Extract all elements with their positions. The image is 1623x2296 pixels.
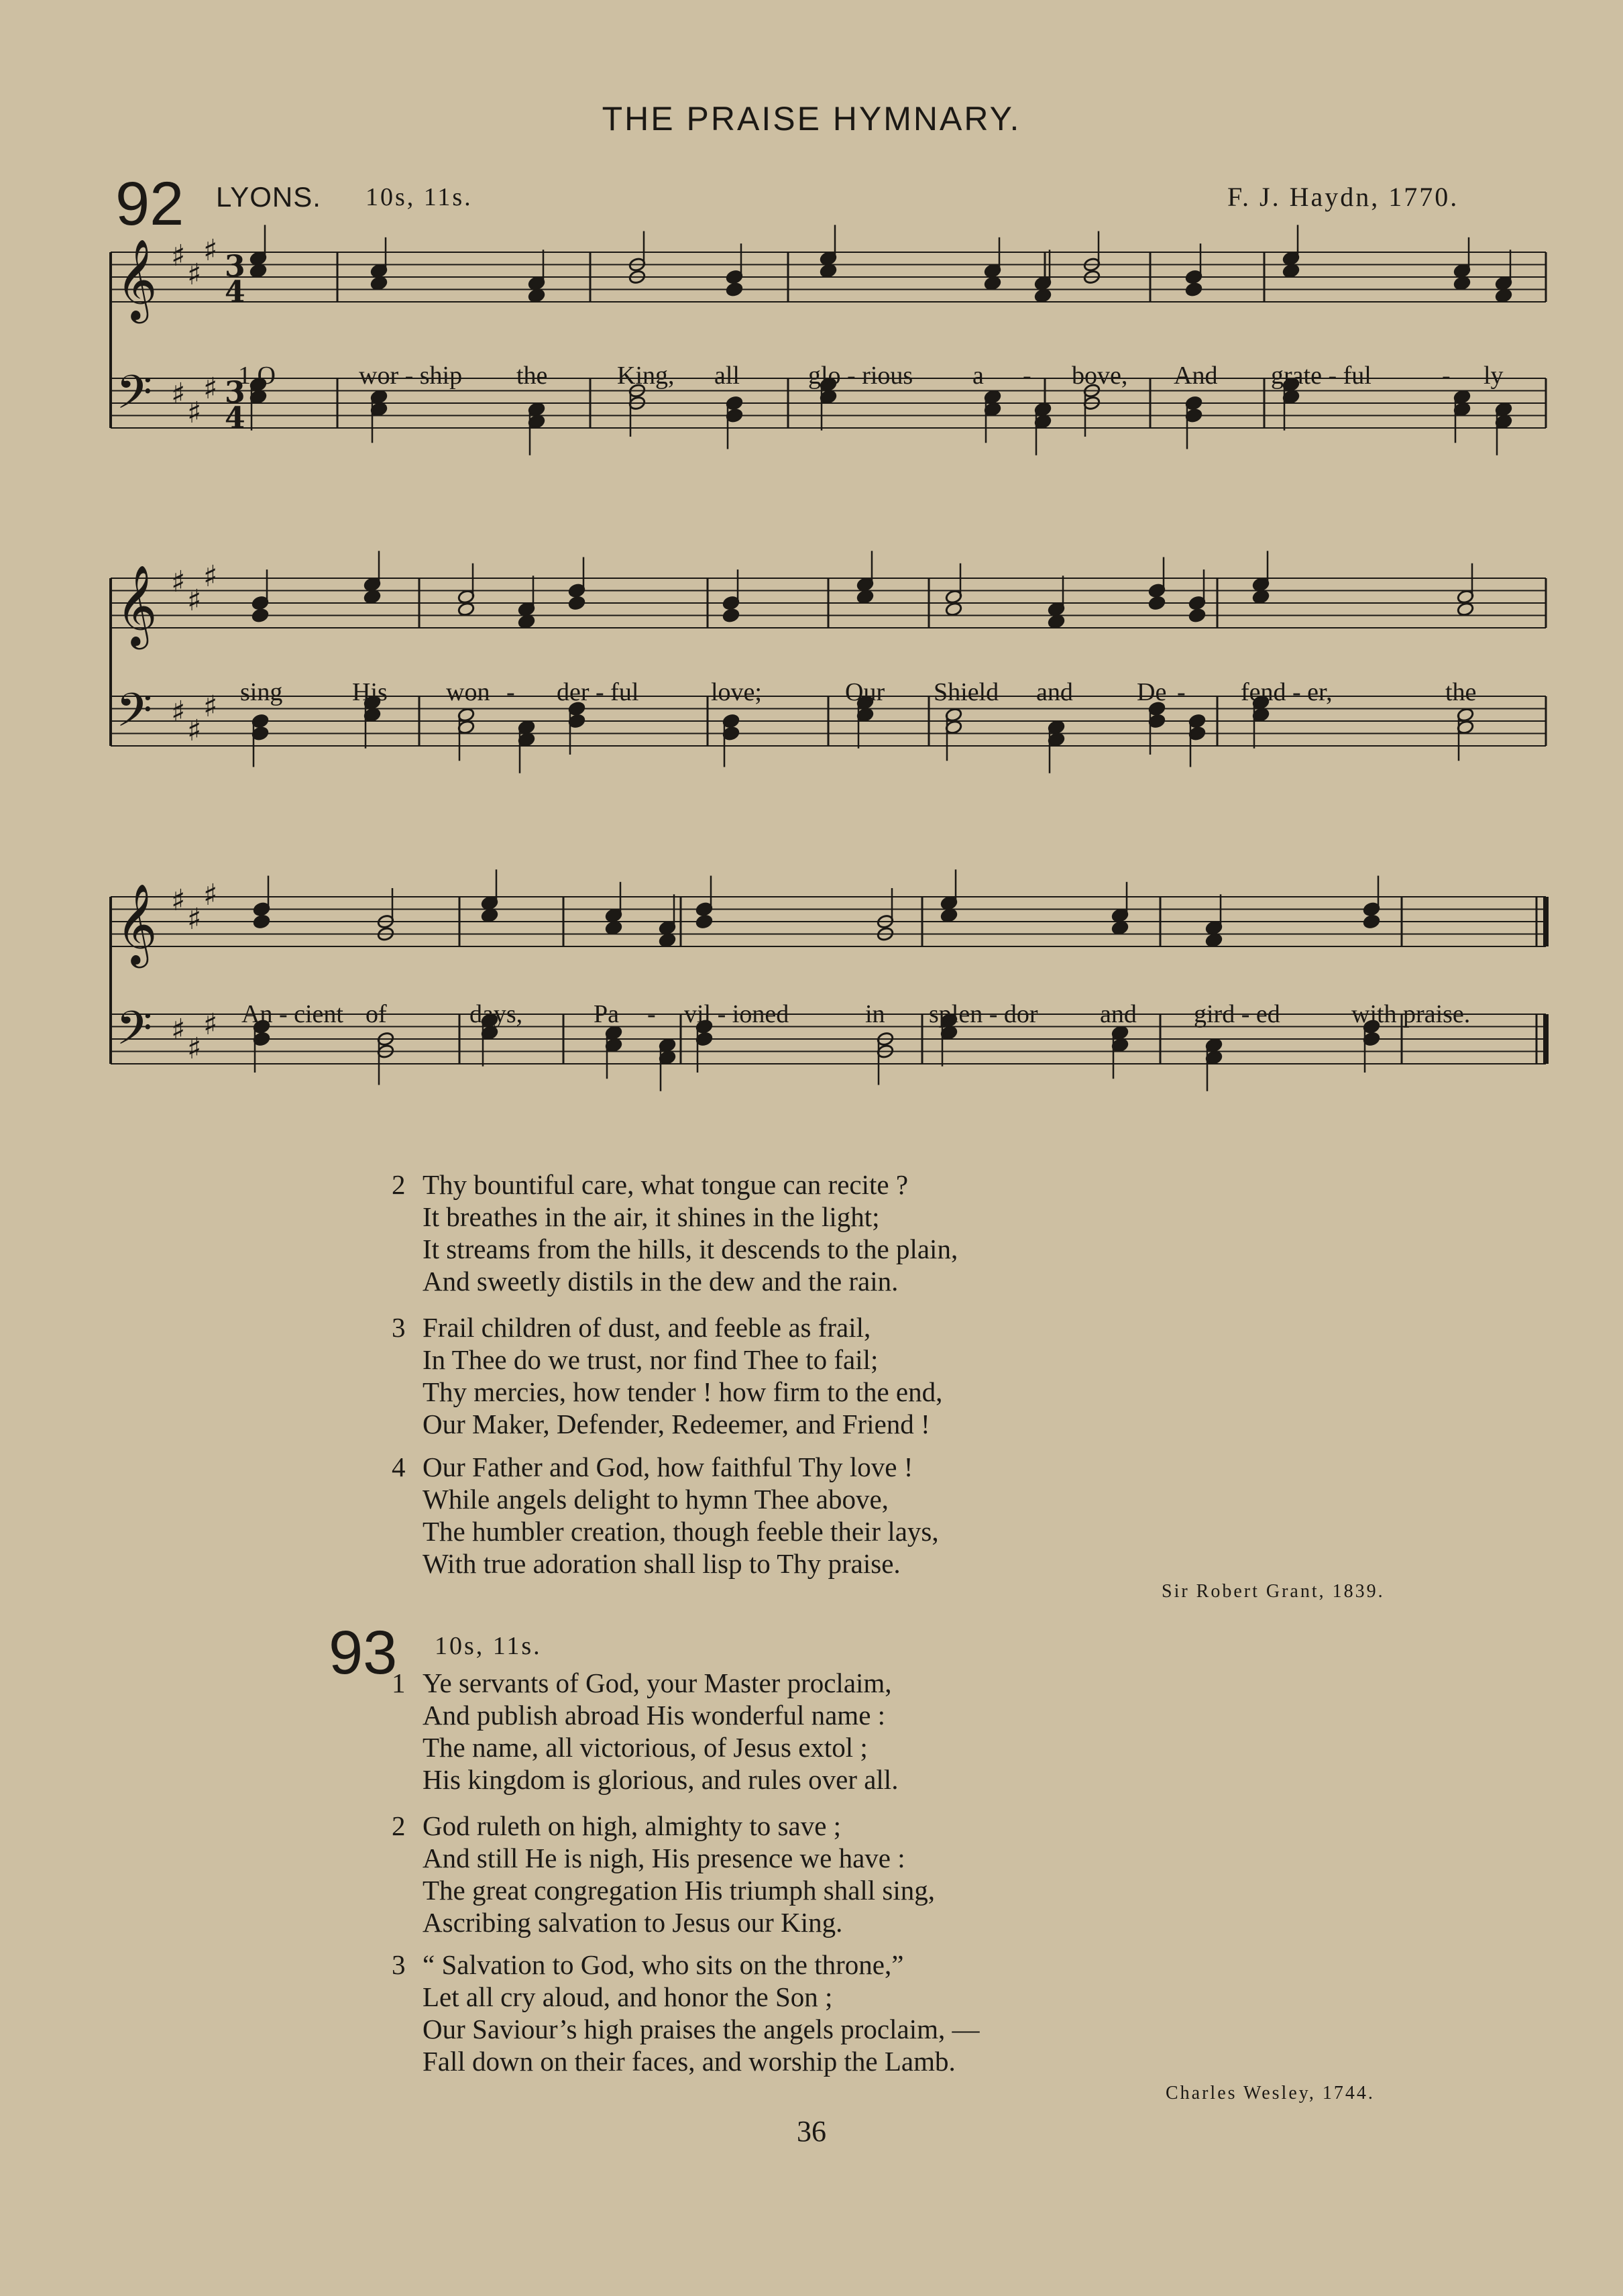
lyric-syllable: Our — [845, 678, 885, 706]
hymn-93-verse-1 — [392, 1667, 899, 1796]
note-head — [249, 263, 267, 278]
sharp-icon: ♯ — [187, 584, 202, 618]
verse-line: And still He is nigh, His presence we have : — [423, 1843, 905, 1873]
hymn-92-verse-4 — [392, 1451, 939, 1580]
note-head — [726, 282, 743, 297]
lyric-syllable: King, — [617, 362, 675, 390]
verse-line: Let all cry aloud, and honor the Son ; — [423, 1981, 833, 2012]
time-signature-top: 3 — [225, 250, 245, 284]
note-head — [251, 608, 269, 623]
sharp-icon: ♯ — [203, 233, 218, 268]
note-head — [1457, 602, 1474, 617]
notation-layer — [111, 225, 1546, 1091]
hymn-93-verse-2 — [392, 1810, 936, 1938]
sharp-icon: ♯ — [187, 902, 202, 936]
note-head — [481, 908, 498, 923]
note-head — [940, 908, 958, 923]
note-head — [695, 914, 713, 930]
running-head: THE PRAISE HYMNARY. — [602, 100, 1021, 138]
verse-number: 3 — [392, 1312, 406, 1343]
note-head — [1148, 596, 1166, 611]
lyric-syllable: the — [1445, 678, 1477, 706]
verse-line: The name, all victorious, of Jesus extol ; — [423, 1732, 868, 1763]
note-head — [945, 602, 962, 617]
note-head — [984, 276, 1001, 291]
sharp-icon: ♯ — [203, 690, 218, 724]
hymn-93-author: Charles Wesley, 1744. — [1166, 2083, 1375, 2103]
verse-number: 3 — [392, 1949, 406, 1980]
sharp-icon: ♯ — [171, 377, 186, 411]
note-head — [820, 263, 837, 278]
lyric-syllable: vil - ioned — [684, 1000, 789, 1028]
sharp-icon: ♯ — [203, 878, 218, 912]
verse-line: While angels delight to hymn Thee above, — [423, 1484, 889, 1515]
lyric-syllable: of — [366, 1000, 387, 1028]
lyric-syllable: days, — [469, 1000, 523, 1028]
lyric-syllable: the — [516, 362, 548, 390]
note-head — [253, 914, 270, 930]
lyric-syllable: Pa — [594, 1000, 619, 1028]
hymn-93-verse-3 — [392, 1949, 980, 2077]
lyric-syllable: with praise. — [1351, 1000, 1471, 1028]
sharp-icon: ♯ — [187, 1032, 202, 1066]
lyric-syllable: bove, — [1072, 362, 1128, 390]
bass-clef-icon: 𝄢 — [116, 365, 153, 431]
verse-line: It streams from the hills, it descends to the plain, — [423, 1234, 958, 1264]
verse-line: 2 God ruleth on high, almighty to save ; — [392, 1810, 842, 1841]
sharp-icon: ♯ — [187, 396, 202, 430]
note-head — [363, 589, 381, 604]
hymn-92-meter: 10s, 11s. — [366, 183, 473, 211]
verse-line: The humbler creation, though feeble their lays, — [423, 1516, 939, 1547]
note-head — [457, 602, 475, 617]
lyric-syllable: De — [1137, 678, 1167, 706]
sharp-icon: ♯ — [171, 883, 186, 918]
verse-line: The great congregation His triumph shall sing, — [423, 1875, 936, 1906]
lyric-syllable: An - cient — [241, 1000, 343, 1028]
verse-line: His kingdom is glorious, and rules over all. — [423, 1764, 899, 1795]
lyric-syllable: der - ful — [557, 678, 639, 706]
note-head — [1453, 276, 1471, 291]
sharp-icon: ♯ — [171, 695, 186, 729]
verse-line: Thy mercies, how tender ! how firm to the end, — [423, 1376, 943, 1407]
note-head — [1188, 608, 1206, 623]
hymn-92-author: Sir Robert Grant, 1839. — [1162, 1581, 1385, 1602]
lyric-syllable: grate - ful — [1271, 362, 1372, 390]
lyric-syllable: gird - ed — [1194, 1000, 1280, 1028]
hymn-92-verse-3 — [392, 1311, 943, 1440]
verse-line: 3 Frail children of dust, and feeble as frail, — [392, 1312, 871, 1343]
verse-line: Our Saviour’s high praises the angels proclaim, — — [423, 2014, 980, 2044]
sharp-icon: ♯ — [203, 559, 218, 594]
hymn-92-tune-name: LYONS. — [216, 181, 321, 213]
lyric-syllable: glo - rious — [808, 362, 913, 390]
lyric-syllable: - — [1442, 362, 1451, 390]
hymn-92-verse-2 — [392, 1168, 958, 1297]
treble-clef-icon: 𝄞 — [116, 238, 158, 320]
verse-line: 1 Ye servants of God, your Master proclaim, — [392, 1668, 892, 1698]
note-head — [722, 608, 740, 623]
note-head — [1205, 932, 1223, 948]
sharp-icon: ♯ — [187, 714, 202, 748]
note-head — [1048, 614, 1065, 629]
verse-line: 4 Our Father and God, how faithful Thy love ! — [392, 1452, 913, 1482]
lyric-syllable: - — [647, 1000, 656, 1028]
time-signature-bottom: 4 — [225, 275, 245, 309]
lyric-syllable: Shield — [934, 678, 999, 706]
lyric-syllable: And — [1174, 362, 1218, 390]
sharp-icon: ♯ — [171, 239, 186, 273]
verse-line: Our Maker, Defender, Redeemer, and Friend ! — [423, 1409, 930, 1439]
verse-number: 2 — [392, 1169, 406, 1200]
hymn-92-number: 92 — [115, 170, 184, 238]
time-signature-bottom: 4 — [225, 401, 245, 435]
lyric-syllable: all — [714, 362, 740, 390]
sharp-icon: ♯ — [203, 1007, 218, 1042]
hymn-93-number: 93 — [329, 1619, 398, 1687]
sharp-icon: ♯ — [203, 372, 218, 406]
lyric-syllable: - — [506, 678, 515, 706]
sharp-icon: ♯ — [171, 1013, 186, 1047]
note-head — [1111, 920, 1129, 936]
verse-number: 2 — [392, 1810, 406, 1841]
note-head — [518, 614, 535, 629]
time-signature-top: 3 — [225, 376, 245, 410]
lyric-syllable: and — [1036, 678, 1073, 706]
note-head — [370, 276, 388, 291]
sharp-icon: ♯ — [187, 258, 202, 292]
lyric-syllable: sing — [240, 678, 283, 706]
lyric-syllable: love; — [711, 678, 762, 706]
note-head — [1495, 288, 1512, 303]
note-head — [856, 589, 874, 604]
verse-line: It breathes in the air, it shines in the light; — [423, 1201, 880, 1232]
lyric-syllable: splen - dor — [929, 1000, 1038, 1028]
note-head — [528, 288, 545, 303]
note-head — [568, 596, 585, 611]
treble-clef-icon: 𝄞 — [116, 564, 158, 646]
bass-clef-icon: 𝄢 — [116, 1001, 153, 1067]
hymn-92-composer: F. J. Haydn, 1770. — [1227, 182, 1459, 212]
verse-line: And sweetly distils in the dew and the rain. — [423, 1266, 899, 1297]
lyric-syllable: fend - er, — [1241, 678, 1333, 706]
lyric-syllable: - — [1023, 362, 1031, 390]
verse-number: 1 — [392, 1668, 406, 1698]
lyric-syllable: His — [352, 678, 388, 706]
bass-clef-icon: 𝄢 — [116, 683, 153, 749]
lyric-syllable: and — [1100, 1000, 1137, 1028]
note-head — [605, 920, 622, 936]
lyric-syllable: wor - ship — [359, 362, 463, 390]
note-head — [659, 932, 676, 948]
verse-line: 2 Thy bountiful care, what tongue can recite ? — [392, 1169, 909, 1200]
verse-line: 3 “ Salvation to God, who sits on the throne,” — [392, 1949, 904, 1980]
verse-line: Ascribing salvation to Jesus our King. — [423, 1907, 843, 1938]
verse-number: 4 — [392, 1452, 406, 1482]
note-head — [1282, 263, 1300, 278]
lyric-syllable: 1 O — [238, 362, 276, 390]
note-head — [1034, 288, 1052, 303]
lyric-syllable: in — [865, 1000, 885, 1028]
lyric-syllable: ly — [1484, 362, 1504, 390]
page-number: 36 — [797, 2115, 826, 2148]
treble-clef-icon: 𝄞 — [116, 883, 158, 965]
lyric-syllable: - — [1177, 678, 1186, 706]
note-head — [1185, 282, 1202, 297]
note-head — [1363, 914, 1380, 930]
verse-line: Fall down on their faces, and worship the Lamb. — [423, 2046, 956, 2077]
note-head — [1252, 589, 1270, 604]
hymn-93-meter: 10s, 11s. — [435, 1632, 542, 1660]
lyric-syllable: won — [446, 678, 490, 706]
sharp-icon: ♯ — [171, 565, 186, 599]
verse-line: And publish abroad His wonderful name : — [423, 1700, 886, 1731]
lyric-syllable: a — [972, 362, 984, 390]
verse-line: With true adoration shall lisp to Thy praise. — [423, 1548, 901, 1579]
verse-line: In Thee do we trust, nor find Thee to fail; — [423, 1344, 879, 1375]
